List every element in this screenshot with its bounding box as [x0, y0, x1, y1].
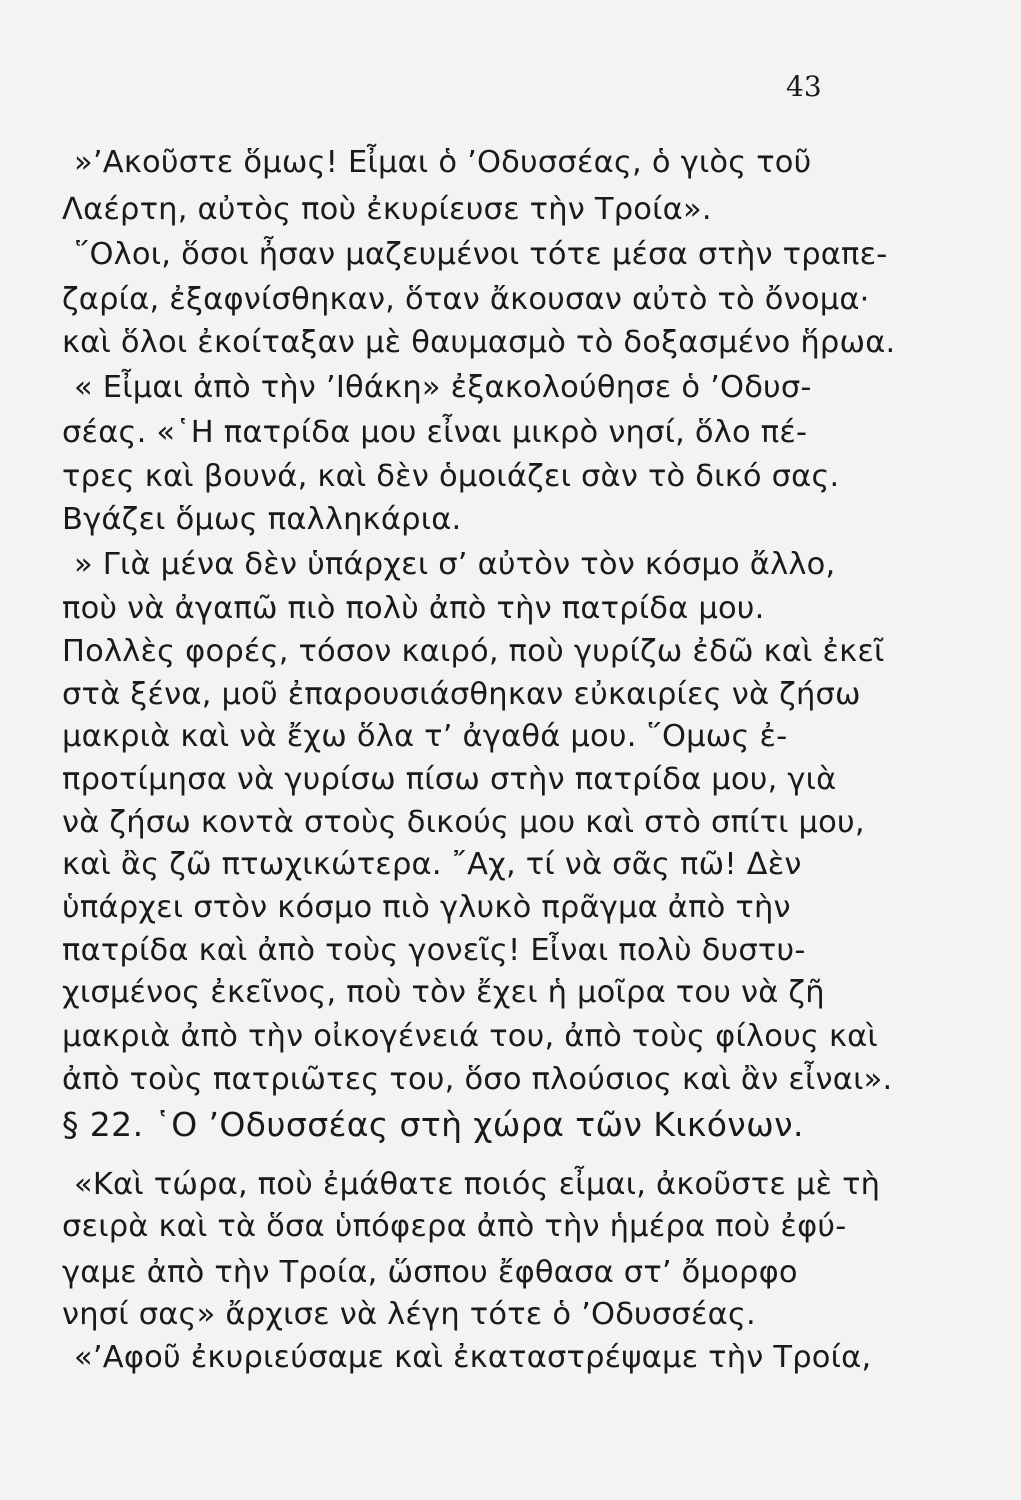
text-line: «Καὶ τώρα, ποὺ ἐμάθατε ποιός εἶμαι, ἀκοῦστε μὲ τὴ	[74, 1167, 881, 1202]
text-line: » Γιὰ μένα δὲν ὑπάρχει σ’ αὐτὸν τὸν κόσμο ἄλλο,	[74, 547, 836, 582]
text-line: Λαέρτη, αὐτὸς ποὺ ἐκυρίευσε τὴν Τροία».	[62, 192, 712, 227]
text-line: « Εἶμαι ἀπὸ τὴν ’Ιθάκη» ἐξακολούθησε ὁ ’Οδυσ-	[74, 370, 812, 405]
text-line: πατρίδα καὶ ἀπὸ τοὺς γονεῖς! Εἶναι πολὺ δυστυ-	[62, 933, 806, 968]
text-line: ὑπάρχει στὸν κόσμο πιὸ γλυκὸ πρᾶγμα ἀπὸ τὴν	[62, 890, 791, 925]
text-line: νησί σας» ἄρχισε νὰ λέγη τότε ὁ ’Οδυσσέας.	[62, 1297, 756, 1332]
text-line: μακριὰ καὶ νὰ ἔχω ὅλα τ’ ἀγαθά μου. ῞Ομως ἐ-	[62, 719, 788, 754]
text-line: ἀπὸ τοὺς πατριῶτες του, ὅσο πλούσιος καὶ ἂν εἶναι».	[62, 1062, 893, 1097]
text-line: «’Αφοῦ ἐκυριεύσαμε καὶ ἐκαταστρέψαμε τὴν Τροία,	[74, 1340, 872, 1375]
text-line: καὶ ἂς ζῶ πτωχικώτερα. ῎Αχ, τί νὰ σᾶς πῶ! Δὲν	[62, 847, 802, 882]
text-line: σέας. «῾Η πατρίδα μου εἶναι μικρὸ νησί, ὅλο πέ-	[62, 415, 808, 450]
text-line: καὶ ὅλοι ἐκοίταξαν μὲ θαυμασμὸ τὸ δοξασμένο ἥρωα.	[62, 325, 896, 360]
text-line: στὰ ξένα, μοῦ ἐπαρουσιάσθηκαν εὐκαιρίες νὰ ζήσω	[62, 677, 861, 712]
text-line: χισμένος ἐκεῖνος, ποὺ τὸν ἔχει ἡ μοῖρα του νὰ ζῆ	[62, 975, 825, 1010]
text-line: προτίμησα νὰ γυρίσω πίσω στὴν πατρίδα μου, γιὰ	[62, 762, 837, 797]
text-line: νὰ ζήσω κοντὰ στοὺς δικούς μου καὶ στὸ σπίτι μου,	[62, 805, 865, 840]
text-line: Πολλὲς φορές, τόσον καιρό, ποὺ γυρίζω ἐδῶ καὶ ἐκεῖ	[62, 634, 885, 669]
text-line: μακριὰ ἀπὸ τὴν οἰκογένειά του, ἀπὸ τοὺς φίλους καὶ	[62, 1019, 878, 1054]
text-line: »’Ακοῦστε ὅμως! Εἶμαι ὁ ’Οδυσσέας, ὁ γιὸς τοῦ	[74, 145, 812, 180]
text-line: ζαρία, ἐξαφνίσθηκαν, ὅταν ἄκουσαν αὐτὸ τὸ ὄνομα·	[62, 282, 870, 317]
text-line: γαμε ἀπὸ τὴν Τροία, ὥσπου ἔφθασα στ’ ὄμορφο	[62, 1255, 798, 1290]
text-line: ῞Ολοι, ὅσοι ἦσαν μαζευμένοι τότε μέσα στὴν τραπε-	[74, 237, 888, 272]
page-number: 43	[786, 70, 822, 103]
text-line: ποὺ νὰ ἀγαπῶ πιὸ πολὺ ἀπὸ τὴν πατρίδα μου.	[62, 591, 765, 626]
text-line: Βγάζει ὅμως παλληκάρια.	[62, 502, 462, 537]
text-line: τρες καὶ βουνά, καὶ δὲν ὁμοιάζει σὰν τὸ δικό σας.	[62, 459, 840, 494]
section-heading: § 22. ῾Ο ’Οδυσσέας στὴ χώρα τῶν Κικόνων.	[62, 1105, 804, 1144]
text-line: σειρὰ καὶ τὰ ὅσα ὑπόφερα ἀπὸ τὴν ἡμέρα ποὺ ἐφύ-	[62, 1209, 847, 1244]
